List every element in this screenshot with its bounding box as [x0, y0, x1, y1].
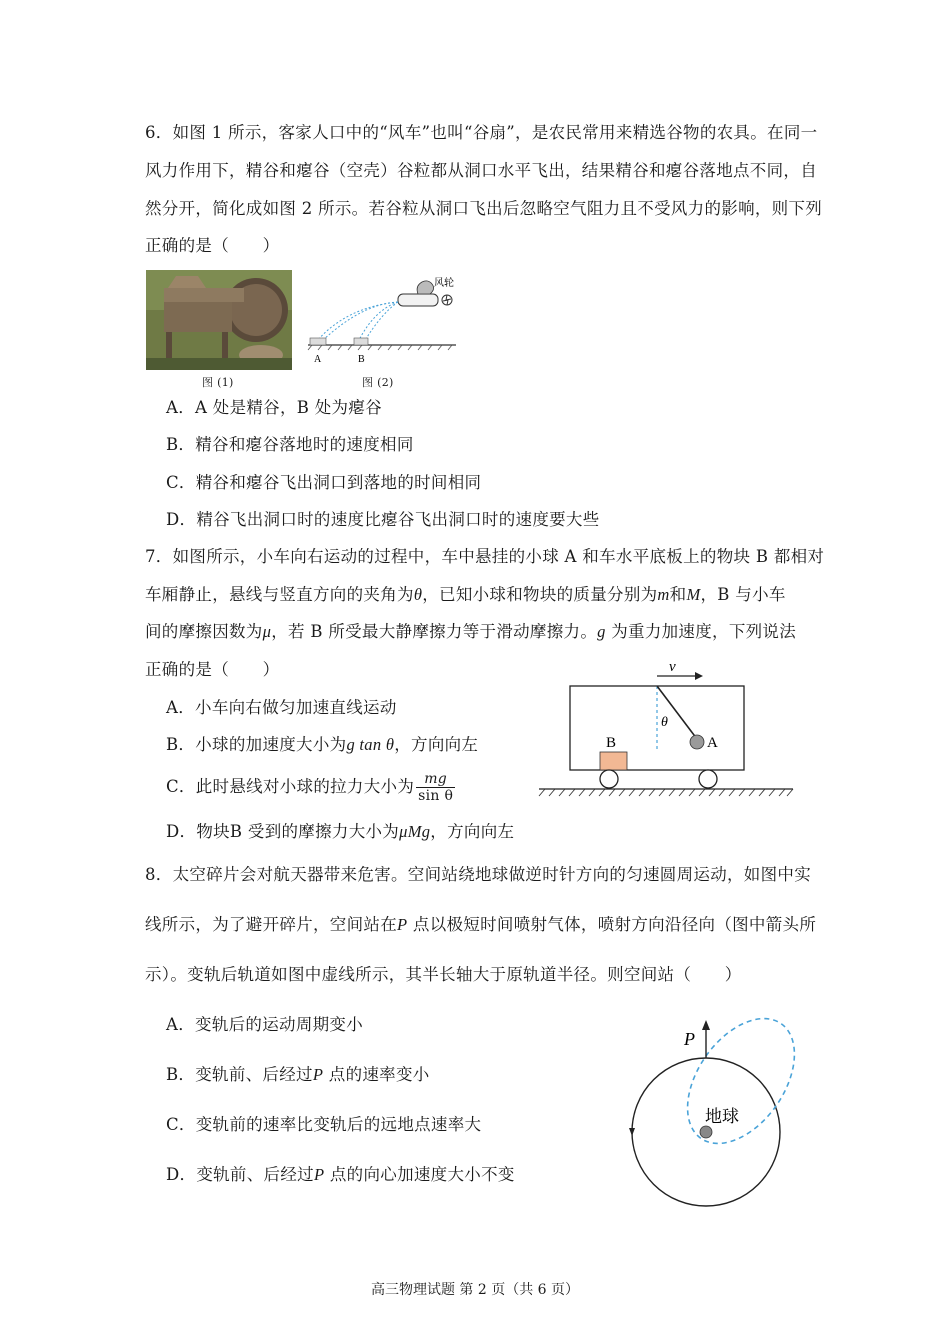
q8-stem-line-2: [145, 914, 816, 936]
q7-option-c-fraction: [416, 771, 455, 804]
q6-option-a[interactable]: A．A 处是精谷，B 处为瘪谷: [166, 398, 382, 417]
q7-option-d-formula: μMg: [399, 822, 431, 841]
q6-stem-line-3: 然分开，简化成如图 2 所示。若谷粒从洞口飞出后忽略空气阻力且不受风力的影响，则下列: [145, 199, 823, 218]
q7-option-c[interactable]: [166, 770, 457, 804]
q7-stem-text: ，若 B 所受最大静摩擦力等于滑动摩擦力。: [271, 622, 598, 641]
q7-stem-line-2: [145, 584, 786, 606]
q8-point-p-symbol: P: [397, 915, 408, 934]
q8-option-d[interactable]: [166, 1164, 515, 1186]
q8-option-b-text: 点的速率变小: [323, 1065, 430, 1084]
q6-figure-1-caption: 图 (1): [202, 376, 234, 389]
q7-figure-wheel-right: [699, 770, 717, 788]
q6-option-d[interactable]: D．精谷飞出洞口时的速度比瘪谷飞出洞口时的速度要大些: [166, 510, 600, 529]
q7-mass-m-symbol: m: [657, 585, 670, 604]
q7-option-b-text: B．小球的加速度大小为: [166, 735, 347, 754]
q7-figure-theta-label: θ: [661, 715, 668, 730]
q8-figure-orbits: [620, 1010, 810, 1210]
q7-figure-velocity-label: v: [669, 659, 676, 675]
q7-figure-block-b: [600, 752, 627, 770]
q6-figure-2-caption: 图 (2): [362, 376, 394, 389]
q8-stem-text: 点以极短时间喷射气体，喷射方向沿径向（图中箭头所: [407, 915, 817, 934]
q7-fraction-denominator: sin θ: [418, 788, 454, 804]
q6-figure-2-label-b: B: [358, 354, 365, 365]
q7-stem-line-3: [145, 621, 796, 643]
q8-option-d-text: 点的向心加速度大小不变: [324, 1165, 515, 1184]
q7-mu-symbol: μ: [262, 622, 272, 641]
q7-stem-line-1: 7．如图所示，小车向右运动的过程中，车中悬挂的小球 A 和车水平底板上的物块 B 都相对: [145, 547, 825, 566]
q7-option-c-text: C．此时悬线对小球的拉力大小为: [166, 777, 415, 796]
q8-option-d-text: D．变轨前、后经过: [166, 1165, 314, 1184]
q8-figure-earth-icon: [700, 1126, 712, 1138]
q7-option-b-text: ，方向向左: [394, 735, 479, 754]
q8-point-p-symbol: P: [313, 1165, 325, 1184]
q7-stem-text: ，已知小球和物块的质量分别为: [422, 585, 658, 604]
q6-stem-line-2: 风力作用下，精谷和瘪谷（空壳）谷粒都从洞口水平飞出，结果精谷和瘪谷落地点不同，自: [145, 161, 817, 180]
q7-figure-label-a: A: [707, 735, 718, 751]
q7-figure-wheel-left: [600, 770, 618, 788]
q7-stem-text: 车厢静止，悬线与竖直方向的夹角为: [145, 585, 414, 604]
q7-stem-text: ，B 与小车: [700, 585, 786, 604]
q8-stem-line-1: 8．太空碎片会对航天器带来危害。空间站绕地球做逆时针方向的匀速圆周运动，如图中实: [145, 865, 811, 884]
q7-stem-text: 为重力加速度，下列说法: [605, 622, 797, 641]
q7-fraction-numerator: mg: [416, 771, 455, 788]
q7-option-d[interactable]: [166, 821, 514, 843]
q6-stem-line-4: 正确的是（ ）: [145, 236, 280, 255]
q8-option-b-text: B．变轨前、后经过: [166, 1065, 313, 1084]
q7-option-d-text: ，方向向左: [430, 822, 515, 841]
q7-g-symbol: g: [597, 622, 606, 641]
q8-figure-direction-arrow: [629, 1128, 635, 1136]
q8-stem-text: 线所示，为了避开碎片，空间站在: [145, 915, 397, 934]
q7-figure-cart: [535, 655, 797, 805]
q8-figure-label-p: P: [684, 1029, 695, 1049]
q7-option-d-text: D．物块B 受到的摩擦力大小为: [166, 822, 400, 841]
q6-figure-2-schematic: [306, 272, 458, 372]
q7-stem-line-4: 正确的是（ ）: [145, 660, 280, 679]
q8-figure-earth-label: 地球: [705, 1107, 739, 1126]
q6-figure-2-label-a: A: [314, 354, 322, 365]
q8-option-b[interactable]: [166, 1064, 430, 1086]
page-footer: 高三物理试题 第 2 页（共 6 页）: [370, 1282, 580, 1298]
q7-figure-ball-a: [690, 735, 704, 749]
q8-option-a[interactable]: A．变轨后的运动周期变小: [166, 1015, 364, 1034]
q6-stem-line-1: 6．如图 1 所示，客家人口中的“风车”也叫“谷扇”，是农民常用来精选谷物的农具。在同一: [145, 123, 818, 142]
q7-option-b[interactable]: [166, 734, 478, 756]
q8-option-c[interactable]: C．变轨前的速率比变轨后的远地点速率大: [166, 1115, 482, 1134]
q7-theta-symbol: θ: [413, 585, 423, 604]
q7-figure-label-b: B: [606, 735, 617, 751]
q7-option-b-formula: g tan θ: [346, 735, 395, 754]
q7-stem-text: 间的摩擦因数为: [145, 622, 263, 641]
q6-figure-1-winnowing-machine: [146, 270, 292, 370]
q6-option-c[interactable]: C．精谷和瘪谷飞出洞口到落地的时间相同: [166, 473, 482, 492]
q6-option-b[interactable]: B．精谷和瘪谷落地时的速度相同: [166, 435, 414, 454]
q7-option-a[interactable]: A．小车向右做匀加速直线运动: [166, 698, 397, 717]
q6-figure-2-wheel-label: 风轮: [434, 278, 454, 289]
q8-stem-line-3: 示）。变轨后轨道如图中虚线所示，其半长轴大于原轨道半径。则空间站（ ）: [145, 965, 742, 984]
q7-stem-text: 和: [669, 585, 687, 604]
q8-point-p-symbol: P: [312, 1065, 324, 1084]
q7-figure-string: [657, 686, 697, 739]
q7-mass-M-symbol: M: [686, 585, 701, 604]
